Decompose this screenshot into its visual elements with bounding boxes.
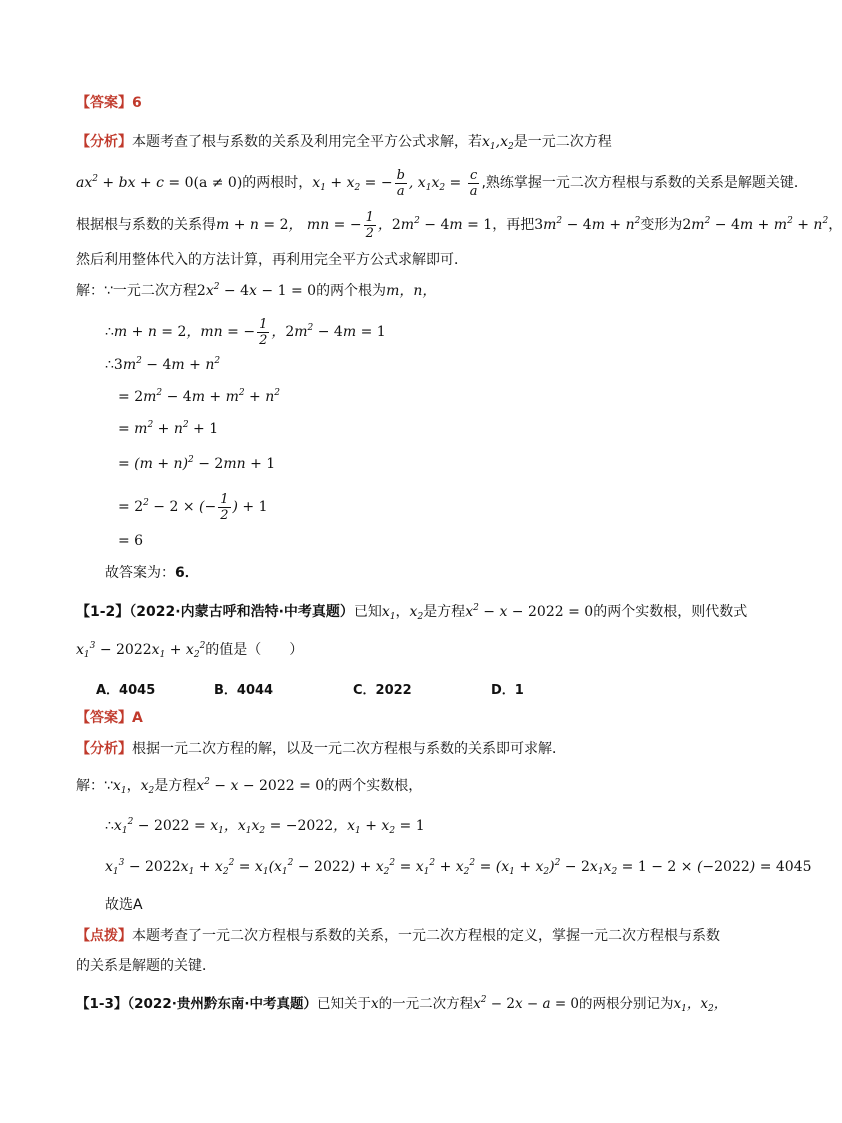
- question-text: 已知: [353, 604, 382, 620]
- answer-value: A: [132, 710, 143, 726]
- question-text: 的两个实数根，则代数式: [593, 604, 748, 620]
- math-x: x: [370, 996, 379, 1012]
- conclusion-line-2: [105, 896, 143, 914]
- option-c[interactable]: C．2022: [353, 683, 412, 698]
- math-equation: $x^2 - x - 2022 = 0$: [465, 603, 594, 620]
- math-vieta: $x_1 + x_2$ = − $\frac{b}{a}$ , $x_1x_2$ = $\frac{c}{a}$: [312, 167, 478, 199]
- math-roots: m，n，: [386, 283, 437, 299]
- solution-b2-line-1: 解：$\because x_1$，$x_2$是方程$x^2 - x - 2022 = 0$的两个实数根，: [76, 777, 423, 796]
- tip-tag: 【点拨】: [76, 928, 132, 944]
- solution-step-5: [118, 455, 275, 473]
- solution-text: 一元二次方程: [112, 283, 197, 299]
- because-symbol: ∵: [104, 778, 113, 794]
- question-1-2-line-2: [76, 641, 303, 659]
- math-x1x2: $x_1$，$x_2$，: [673, 996, 728, 1014]
- math-x1: $x_1$: [381, 604, 396, 622]
- math-step: = $2m^2 - 4m + m^2 + n^2$: [118, 388, 280, 405]
- question-source: （2022·贵州黔东南·中考真题）: [127, 996, 317, 1012]
- solution-text: 的两个实数根，: [324, 778, 423, 794]
- analysis-line-4: [76, 251, 468, 269]
- math-step: ∴m + n = 2，mn = − $\frac{1}{2}$ ，$2m^2 - 4m = 1$: [105, 316, 386, 348]
- math-step: $\therefore x_1^2 - 2022 = x_1$，$x_1x_2 = -2022$，$x_1 + x_2 = 1$: [105, 817, 425, 836]
- solution-step-6: [118, 490, 268, 524]
- conclusion-value: A: [133, 897, 143, 913]
- math-step: $x_1^3 - 2022x_1 + x_2^2 = x_1(x_1^2 - 2022) + x_2^2 = x_1^2 + x_2^2 = (x_1 + x_2)^2 - 2x_1x_2 = 1 - 2 \times (-2022) = 4045$: [105, 858, 812, 877]
- analysis-text: ，: [828, 217, 842, 233]
- analysis-line-1: [76, 133, 612, 151]
- option-d[interactable]: D．1: [491, 683, 524, 698]
- solution-line-1: [76, 282, 436, 300]
- math-x2: $x_2$: [140, 778, 155, 796]
- solution-prefix: 解：: [76, 778, 104, 794]
- math-expression: $x_1^3 - 2022x_1 + x_2^2$: [76, 641, 206, 660]
- solution-b2-step-1: [105, 817, 425, 835]
- analysis-text: 根据根与系数的关系得: [76, 217, 216, 233]
- solution-text: 的两个根为: [316, 283, 387, 299]
- answer-tag: 【答案】: [76, 710, 132, 726]
- solution-step-7: [118, 532, 143, 550]
- analysis-line-3: [76, 208, 842, 242]
- tip-text: 本题考查了一元二次方程根与系数的关系，一元二次方程根的定义，掌握一元二次方程根与系数: [132, 928, 720, 944]
- solution-step-3: [118, 388, 280, 406]
- option-a[interactable]: A．4045: [96, 683, 156, 698]
- question-text: 的两根分别记为: [579, 996, 674, 1012]
- solution-b2-step-2: [105, 858, 812, 876]
- answer-line-2: [76, 709, 143, 727]
- math-equation: $2x^2 - 4x - 1 = 0$: [196, 282, 317, 299]
- answer-value: 6: [132, 95, 142, 111]
- math-x1x2: $x_1,x_2$: [482, 134, 514, 152]
- math-expr-transformed: $2m^2 - 4m + m^2 + n^2$: [682, 216, 829, 233]
- math-x2: $x_2$: [409, 604, 424, 622]
- math-expr: $3m^2 - 4m + n^2$: [534, 216, 641, 233]
- analysis-text: 本题考查了根与系数的关系及利用完全平方公式求解，若: [132, 134, 482, 150]
- because-symbol: ∵: [104, 283, 113, 299]
- solution-step-2: [105, 356, 220, 374]
- analysis-tag: 【分析】: [76, 741, 132, 757]
- analysis-text: 是一元二次方程: [513, 134, 612, 150]
- question-1-3-line-1: [76, 995, 727, 1013]
- question-text: 已知关于: [316, 996, 371, 1012]
- math-sum-product: m + n = 2， mn = − $\frac{1}{2}$ ，$2m^2 - 4m = 1$: [216, 209, 493, 241]
- math-step: = $(m + n)^2 - 2mn + 1$: [118, 455, 276, 472]
- analysis-text: 变形为: [640, 217, 683, 233]
- question-source: （2022·内蒙古呼和浩特·中考真题）: [129, 604, 354, 620]
- conclusion-prefix: 故答案为：: [105, 565, 175, 581]
- tip-line-1: [76, 927, 720, 945]
- solution-text: 是方程: [154, 778, 197, 794]
- analysis-line-b2: [76, 740, 566, 758]
- math-x1: $x_1$: [112, 778, 127, 796]
- question-text: 的一元二次方程: [378, 996, 474, 1012]
- conclusion-prefix: 故选: [105, 897, 133, 913]
- solution-prefix: 解：: [76, 283, 104, 299]
- question-text: 的值是（ ）: [205, 642, 304, 658]
- analysis-text: ，再把: [492, 217, 535, 233]
- conclusion-value: 6．: [175, 565, 199, 581]
- analysis-text: ,熟练掌握一元二次方程根与系数的关系是解题关键．: [481, 175, 808, 191]
- conclusion-line-1: [105, 564, 199, 582]
- math-step: $\therefore 3m^2 - 4m + n^2$: [105, 356, 221, 373]
- solution-step-1: [105, 315, 386, 349]
- tip-line-2: [76, 957, 216, 975]
- question-text: ，: [395, 604, 410, 620]
- answer-line-1: [76, 94, 142, 112]
- math-step: = $2^2 - 2$ × (− $\frac{1}{2}$ ) + 1: [118, 491, 268, 523]
- analysis-text: 的两根时，: [242, 175, 313, 191]
- analysis-line-2: [76, 166, 808, 200]
- question-1-2-line-1: [76, 603, 747, 621]
- analysis-text: 然后利用整体代入的方法计算，再利用完全平方公式求解即可．: [76, 252, 468, 268]
- analysis-text: 根据一元二次方程的解，以及一元二次方程根与系数的关系即可求解．: [132, 741, 566, 757]
- answer-tag: 【答案】: [76, 95, 132, 111]
- option-b[interactable]: B．4044: [214, 683, 274, 698]
- analysis-tag: 【分析】: [76, 134, 132, 150]
- math-equation: $x^2 - 2x - a = 0$: [473, 995, 580, 1012]
- math-quadratic-general: $ax^2$ + bx + c = 0(a ≠ 0): [76, 174, 243, 191]
- tip-text: 的关系是解题的关键．: [76, 958, 216, 974]
- math-step: = 6: [118, 533, 144, 549]
- solution-step-4: [118, 420, 218, 438]
- math-step: = $m^2 + n^2 + 1$: [118, 420, 219, 437]
- question-tag: 【1-2】: [76, 604, 130, 620]
- question-tag: 【1-3】: [76, 996, 128, 1012]
- question-text: 是方程: [423, 604, 466, 620]
- math-equation: $x^2 - x - 2022 = 0$: [196, 777, 325, 794]
